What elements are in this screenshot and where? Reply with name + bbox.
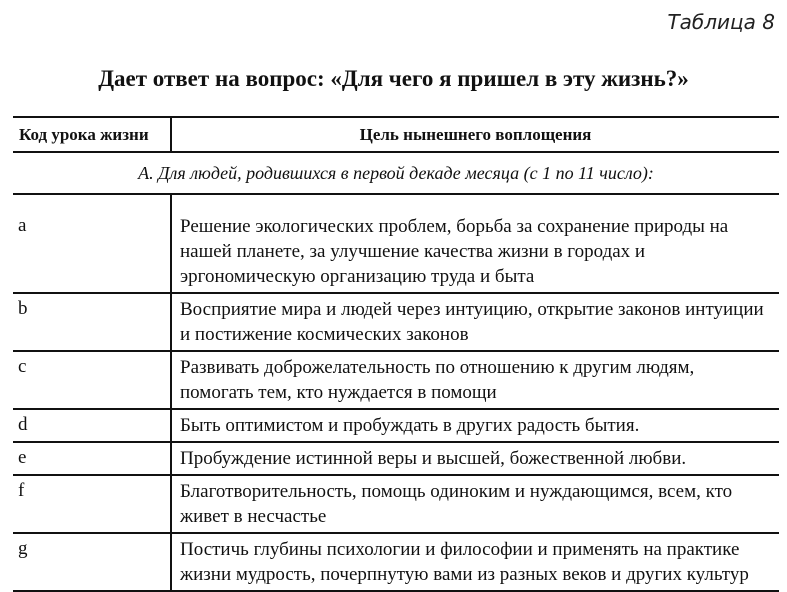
table-row <box>13 442 779 475</box>
lesson-goal: Благотворительность, помощь одиноким и нуждающимся, всем, кто живет в несчастье <box>171 475 779 533</box>
page-heading: Дает ответ на вопрос: «Для чего я пришел в эту жизнь?» <box>98 66 689 91</box>
table-row <box>13 293 779 351</box>
lesson-goal: Быть оптимистом и пробуждать в других радость бытия. <box>171 409 779 442</box>
lesson-code: f <box>13 475 171 533</box>
lesson-code: c <box>13 351 171 409</box>
lesson-goal: Развивать доброжелательность по отношению к другим людям, помогать тем, кто нуждается в помощи <box>171 351 779 409</box>
spacer-cell <box>13 194 171 211</box>
spacer-cell <box>171 194 779 211</box>
column-header-goal: Цель нынешнего воплощения <box>171 117 779 152</box>
lesson-goal: Пробуждение истинной веры и высшей, божественной любви. <box>171 442 779 475</box>
lesson-goal: Решение экологических проблем, борьба за сохранение природы на нашей планете, за улучшение качества жизни в городах и эргономическую организацию труда и быта <box>171 211 779 293</box>
table-row <box>13 351 779 409</box>
table-row <box>13 211 779 293</box>
table-row <box>13 475 779 533</box>
lesson-code: g <box>13 533 171 591</box>
section-row <box>13 152 779 194</box>
life-lessons-table <box>13 116 779 592</box>
table-row <box>13 533 779 591</box>
column-header-code: Код урока жизни <box>13 117 171 152</box>
lesson-code: a <box>13 211 171 293</box>
spacer-row <box>13 194 779 211</box>
table-label: Таблица 8 <box>667 10 775 34</box>
lesson-code: e <box>13 442 171 475</box>
lesson-goal: Постичь глубины психологии и философии и применять на практике жизни мудрость, почерпнутую вами из разных веков и других культур <box>171 533 779 591</box>
lesson-code: d <box>13 409 171 442</box>
table-header-row <box>13 117 779 152</box>
lesson-code: b <box>13 293 171 351</box>
lesson-goal: Восприятие мира и людей через интуицию, открытие законов интуиции и постижение космических законов <box>171 293 779 351</box>
table-row <box>13 409 779 442</box>
section-title: А. Для людей, родившихся в первой декаде месяца (с 1 по 11 число): <box>13 152 779 194</box>
